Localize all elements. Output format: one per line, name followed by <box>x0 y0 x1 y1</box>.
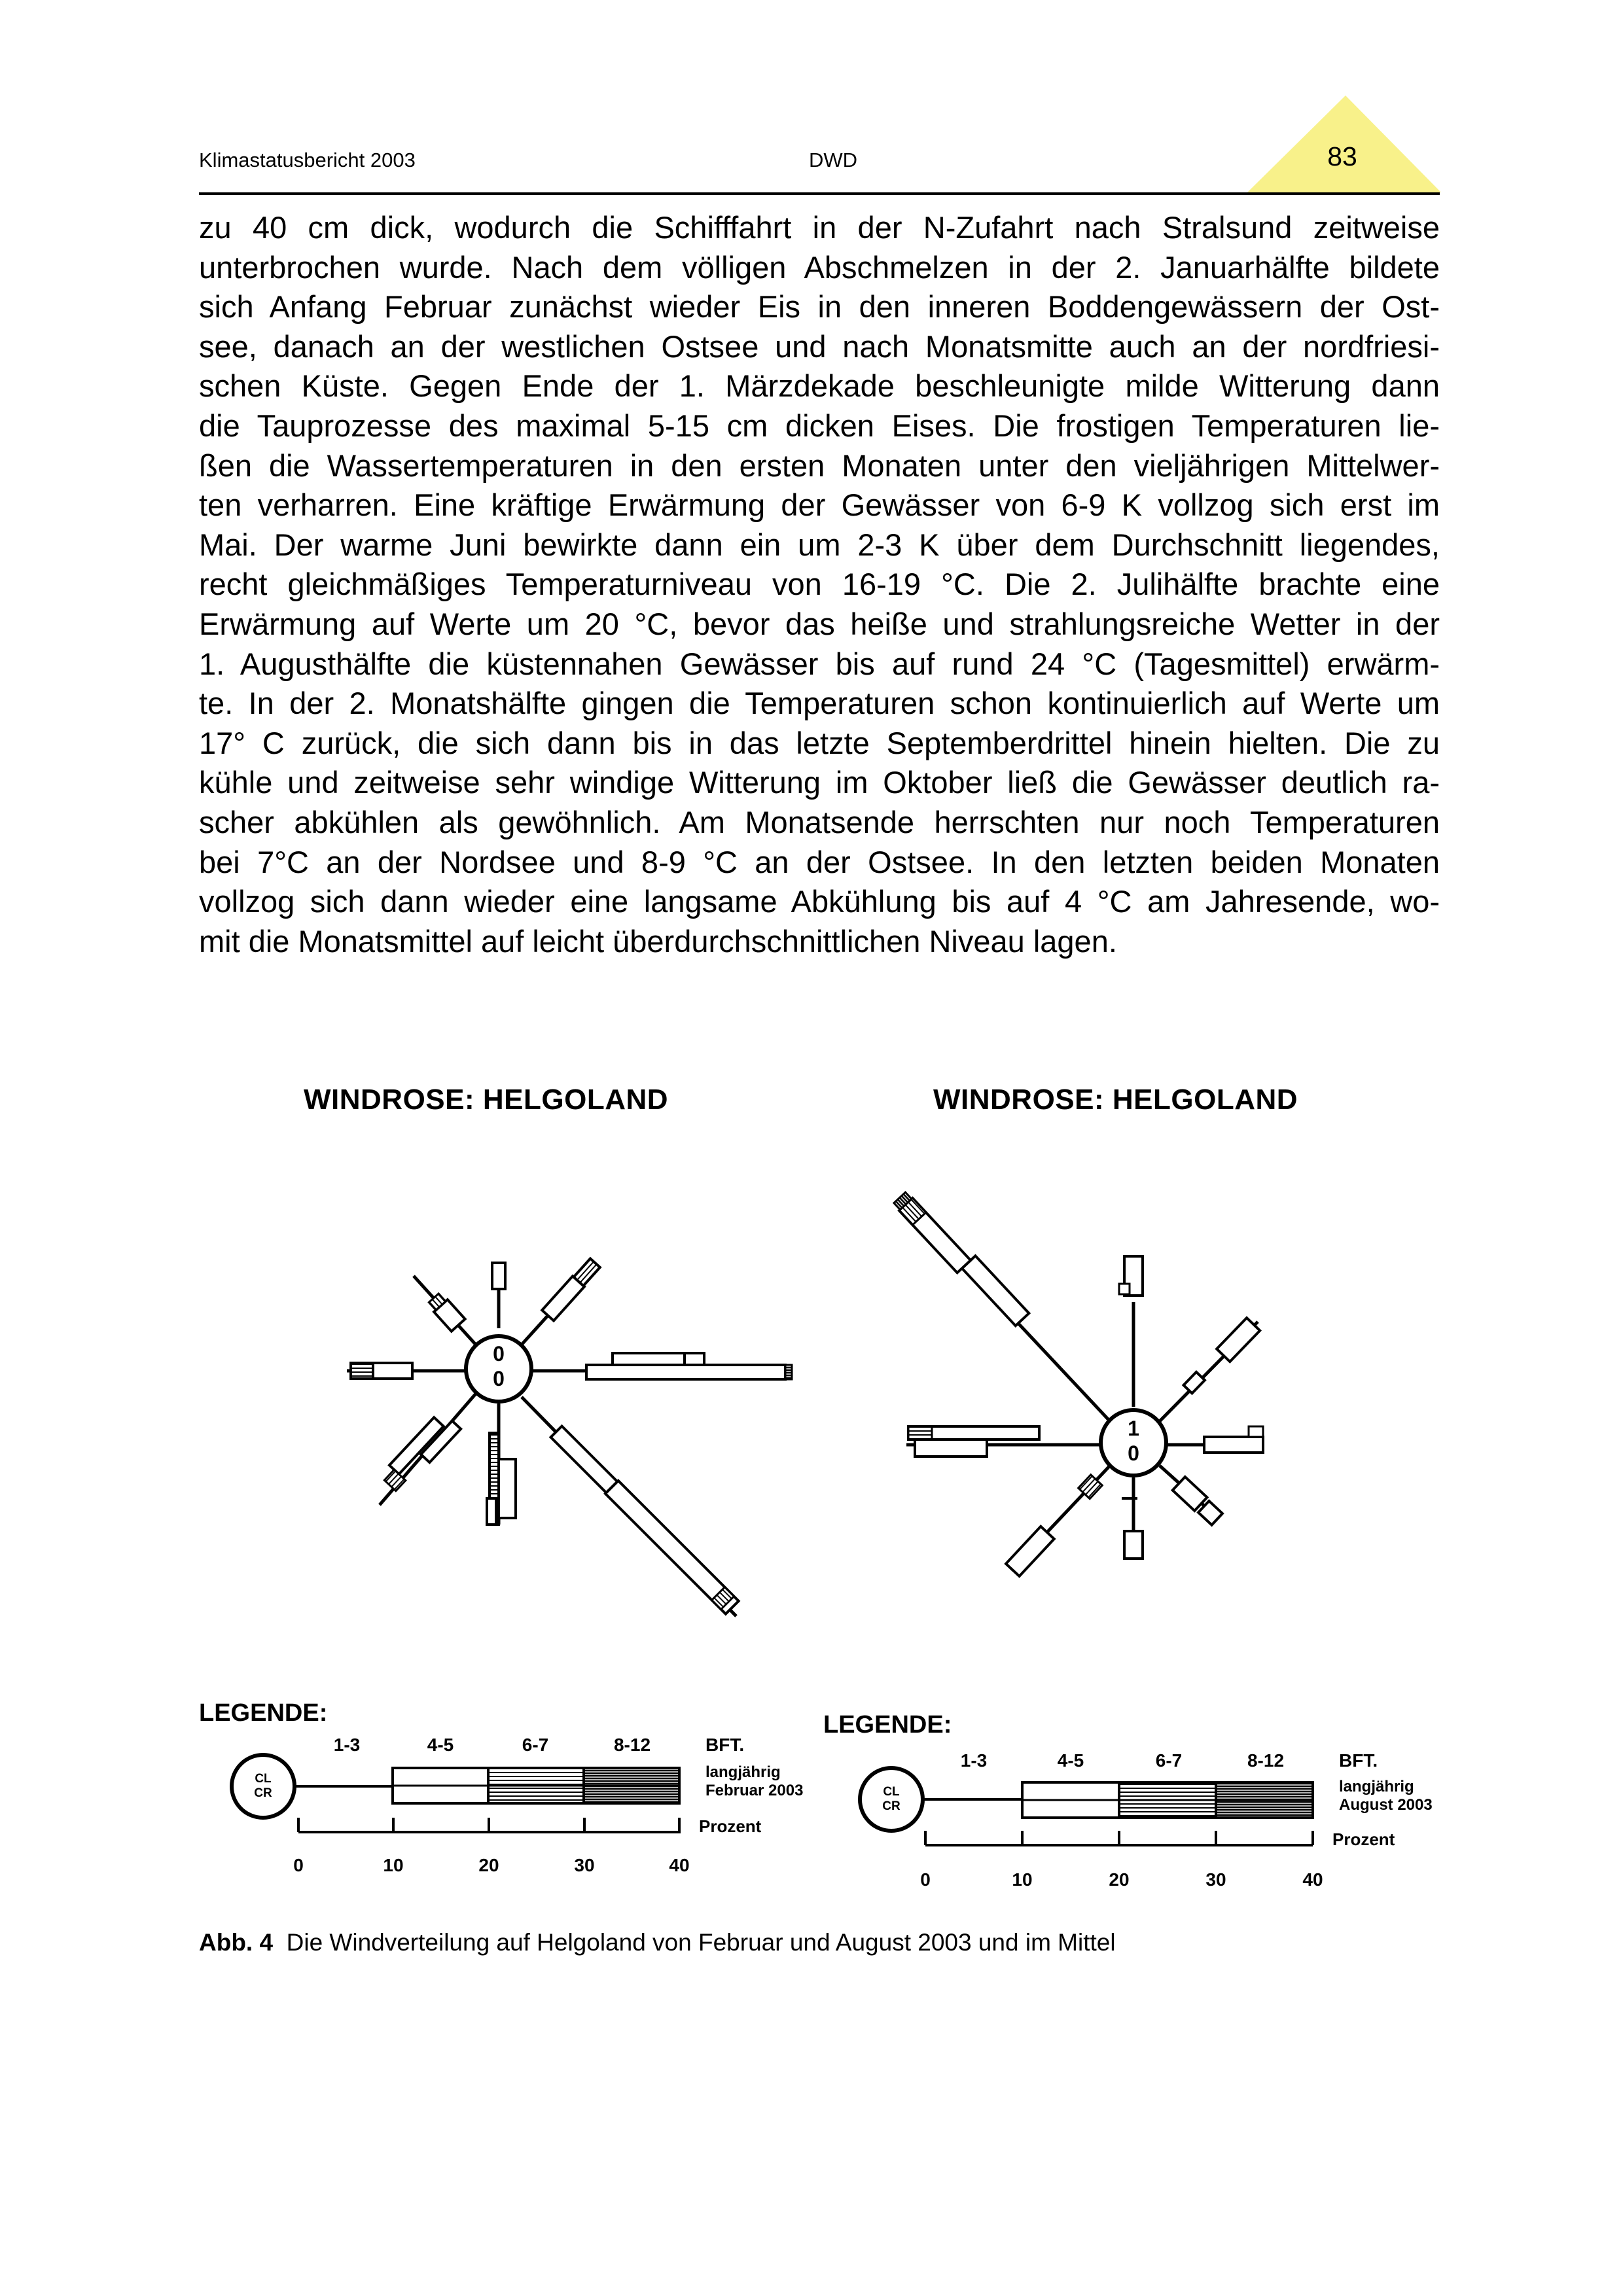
legend-heading: LEGENDE: <box>199 1699 328 1727</box>
body-line: Erwärmung auf Werte um 20 °C, bevor das heiße und strahlungsreiche Wetter in der <box>199 606 1440 641</box>
windrose-title-february: WINDROSE: HELGOLAND <box>304 1084 669 1116</box>
legend-tick-30: 30 <box>1205 1869 1226 1890</box>
bar-southeast <box>550 1425 738 1614</box>
windrose-february <box>347 1258 792 1616</box>
body-line: see, danach an der westlichen Ostsee und nach Monatsmitte auch an der nordfriesi- <box>199 328 1440 364</box>
legend-tick-10: 10 <box>1012 1869 1033 1890</box>
bar-southeast <box>1173 1477 1224 1526</box>
legend-note-line2: August 2003 <box>1339 1796 1433 1814</box>
legend-unit: BFT. <box>1339 1750 1378 1771</box>
legend-class-3: 6-7 <box>1155 1750 1183 1771</box>
legend-tick-0: 0 <box>293 1855 304 1875</box>
legend-note-line1: langjährig <box>1339 1778 1414 1795</box>
body-line: vollzog sich dann wieder eine langsame Abkühlung bis auf 4 °C am Jahresende, wo- <box>199 884 1440 919</box>
body-line: mit die Monatsmittel auf leicht überdurchschnittlichen Niveau lagen. <box>199 923 1117 959</box>
legend-class-3: 6-7 <box>522 1735 549 1755</box>
caption-label: Abb. 4 <box>199 1929 274 1956</box>
windrose-august <box>893 1187 1263 1576</box>
body-line: die Tauprozesse des maximal 5-15 cm dicken Eises. Die frostigen Temperaturen lie- <box>199 408 1440 443</box>
calm-value-top: 1 <box>1128 1417 1139 1440</box>
legend-note-line2: Februar 2003 <box>705 1782 804 1799</box>
bar-northwest <box>427 1292 465 1331</box>
bar-north <box>492 1263 505 1289</box>
legend-class-2: 4-5 <box>427 1735 454 1755</box>
legend-tick-30: 30 <box>574 1855 595 1875</box>
body-line: sich Anfang Februar zunächst wieder Eis in den inneren Boddengewässern der Ost- <box>199 289 1440 325</box>
body-line: ßen die Wassertemperaturen in den ersten Monaten unter den vieljährigen Mittelwer- <box>199 448 1440 483</box>
bar-east <box>1204 1426 1263 1453</box>
legend-tick-40: 40 <box>1302 1869 1323 1890</box>
legend-class-1: 1-3 <box>960 1750 988 1771</box>
legend-note-line1: langjährig <box>705 1763 781 1781</box>
bar-west <box>351 1363 412 1379</box>
bar-east <box>586 1353 792 1379</box>
calm-value-bottom: 0 <box>1128 1441 1139 1465</box>
body-line: Mai. Der warme Juni bewirkte dann ein um 2-3 K über dem Durchschnitt liegendes, <box>199 527 1440 562</box>
legend-tick-20: 20 <box>478 1855 499 1875</box>
legend-tick-0: 0 <box>920 1869 931 1890</box>
body-line: kühle und zeitweise sehr windige Witterung im Oktober ließ die Gewässer deutlich ra- <box>199 765 1440 800</box>
figure-caption <box>199 1928 1116 1958</box>
windrose-title-august: WINDROSE: HELGOLAND <box>933 1084 1298 1116</box>
caption-text: Die Windverteilung auf Helgoland von Februar und August 2003 und im Mittel <box>286 1929 1116 1956</box>
body-line: ten verharren. Eine kräftige Erwärmung der Gewässer von 6-9 K vollzog sich erst im <box>199 487 1440 523</box>
publisher-label: DWD <box>809 149 858 171</box>
bar-south <box>487 1433 516 1525</box>
calm-value-bottom: 0 <box>493 1367 505 1390</box>
bar-southwest <box>380 1410 461 1494</box>
legend-february <box>199 1699 803 1875</box>
legend-circle-bottom: CR <box>882 1799 901 1813</box>
legend-class-2: 4-5 <box>1057 1750 1084 1771</box>
legend-scale-unit: Prozent <box>699 1816 762 1836</box>
body-line: 17° C zurück, die sich dann bis in das letzte Septemberdrittel hinein hielten. Die zu <box>199 725 1440 760</box>
body-line: bei 7°C an der Nordsee und 8-9 °C an der Ostsee. In den letzten beiden Monaten <box>199 844 1440 879</box>
calm-value-top: 0 <box>493 1342 505 1366</box>
body-line: schen Küste. Gegen Ende der 1. Märzdekade beschleunigte milde Witterung dann <box>199 368 1440 404</box>
legend-scale-unit: Prozent <box>1332 1829 1395 1849</box>
legend-class-4: 8-12 <box>1247 1750 1285 1771</box>
bar-north <box>1119 1256 1143 1296</box>
legend-tick-10: 10 <box>383 1855 404 1875</box>
legend-heading: LEGENDE: <box>823 1711 952 1739</box>
legend-august <box>823 1711 1433 1890</box>
legend-unit: BFT. <box>705 1735 745 1755</box>
bar-west <box>908 1426 1039 1457</box>
legend-tick-40: 40 <box>669 1855 690 1875</box>
body-line: te. In der 2. Monatshälfte gingen die Temperaturen schon kontinuierlich auf Werte um <box>199 686 1440 721</box>
body-line: unterbrochen wurde. Nach dem völligen Abschmelzen in der 2. Januarhälfte bildete <box>199 249 1440 285</box>
legend-circle-top: CL <box>255 1772 272 1786</box>
bar-northeast <box>542 1258 601 1320</box>
body-line: zu 40 cm dick, wodurch die Schifffahrt in der N-Zufahrt nach Stralsund zeitweise <box>199 210 1440 245</box>
legend-class-4: 8-12 <box>613 1735 651 1755</box>
page-number: 83 <box>1327 141 1357 171</box>
legend-circle-bottom: CR <box>254 1786 272 1800</box>
body-line: recht gleichmäßiges Temperaturniveau von 16-19 °C. Die 2. Julihälfte brachte eine <box>199 567 1440 602</box>
legend-class-1: 1-3 <box>333 1735 361 1755</box>
legend-tick-20: 20 <box>1109 1869 1130 1890</box>
body-line: scher abkühlen als gewöhnlich. Am Monatsende herrschten nur noch Temperaturen <box>199 804 1440 839</box>
running-title: Klimastatusbericht 2003 <box>199 149 416 171</box>
bar-northwest <box>893 1187 1029 1330</box>
body-line: 1. Augusthälfte die küstennahen Gewässer bis auf rund 24 °C (Tagesmittel) erwärm- <box>199 646 1440 681</box>
legend-circle-top: CL <box>883 1785 900 1799</box>
